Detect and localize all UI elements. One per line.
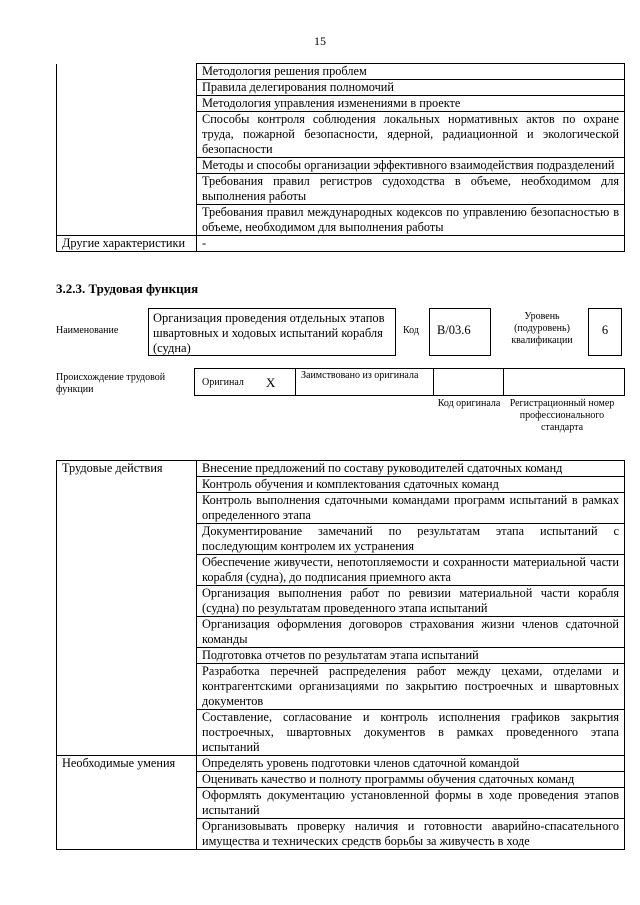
list-item: Оценивать качество и полноту программы обучения сдаточных команд [197,772,625,788]
row-label [57,112,197,158]
table-row [57,461,625,477]
table-row [57,236,625,252]
row-label [57,96,197,112]
row-text: - [197,236,625,252]
row-label [57,80,197,96]
row-text: Методология управления изменениями в проекте [197,96,625,112]
table-row [57,112,625,158]
group-label: Необходимые умения [57,756,197,850]
origin-row [194,368,625,396]
row-text: Требования правил регистров судоходства в объеме, необходимом для выполнения работы [197,174,625,205]
list-item: Разработка перечней распределения работ между цехами, отделами и контрагентскими организациями по закрытию построечных и швартовных документов [197,664,625,710]
list-item: Контроль обучения и комплектования сдаточных команд [197,477,625,493]
function-details-table [56,460,625,850]
row-text: Методология решения проблем [197,64,625,80]
page-number: 15 [314,34,326,48]
list-item: Оформлять документацию установленной формы в ходе проведения этапов испытаний [197,788,625,819]
code-value: B/03.6 [437,323,471,337]
row-label [57,64,197,80]
level-value: 6 [601,323,609,337]
name-label: Наименование [56,325,119,336]
row-text: Методы и способы организации эффективного взаимодействия подразделений [197,158,625,174]
row-label [57,158,197,174]
original-label: Оригинал [202,377,244,388]
table-row [57,174,625,205]
row-text: Способы контроля соблюдения локальных нормативных актов по охране труда, пожарной безопасности, ядерной, радиационной и экологической безопасности [197,112,625,158]
section-heading: 3.2.3. Трудовая функция [56,281,199,296]
list-item: Подготовка отчетов по результатам этапа испытаний [197,648,625,664]
list-item: Внесение предложений по составу руководителей сдаточных команд [197,461,625,477]
row-label [57,205,197,236]
table-row [57,96,625,112]
table-row [57,64,625,80]
list-item: Документирование замечаний по результатам этапа испытаний с последующим контролем их устранения [197,524,625,555]
level-box [588,308,622,356]
list-item: Организация оформления договоров страхования жизни членов сдаточной команды [197,617,625,648]
list-item: Определять уровень подготовки членов сдаточной командой [197,756,625,772]
list-item: Контроль выполнения сдаточными командами программ испытаний в рамках определенного этапа [197,493,625,524]
reg-number-caption: Регистрационный номер профессионального стандарта [509,398,615,433]
code-label: Код [403,325,419,336]
borrowed-label: Заимствовано из оригинала [301,370,419,381]
function-name-box [148,308,396,356]
knowledge-table [56,63,625,252]
table-row [57,80,625,96]
group-label: Трудовые действия [57,461,197,756]
row-text: Требования правил международных кодексов по управлению безопасностью в объеме, необходимом для выполнения работы [197,205,625,236]
list-item: Организовывать проверку наличия и готовности аварийно-спасательного имущества и технических средств борьбы за живучесть в ходе [197,819,625,850]
list-item: Обеспечение живучести, непотопляемости и сохранности материальной части корабля (судна), до подписания приемного акта [197,555,625,586]
row-label [57,174,197,205]
row-text: Правила делегирования полномочий [197,80,625,96]
original-mark: X [266,375,276,390]
list-item: Составление, согласование и контроль исполнения графиков закрытия построечных, швартовных документов в рамках проведенного этапа испытаний [197,710,625,756]
origin-label: Происхождение трудовой функции [56,372,166,395]
code-box [429,308,491,356]
list-item: Организация выполнения работ по ревизии материальной части корабля (судна) по результатам проведенного этапа испытаний [197,586,625,617]
table-row [57,158,625,174]
table-row [57,205,625,236]
row-label: Другие характеристики [57,236,197,252]
table-row [57,756,625,772]
code-original-caption: Код оригинала [437,398,501,409]
function-name-value: Организация проведения отдельных этапов швартовных и ходовых испытаний корабля (судна) [153,311,385,355]
level-label: Уровень (подуровень) квалификации [511,311,573,346]
